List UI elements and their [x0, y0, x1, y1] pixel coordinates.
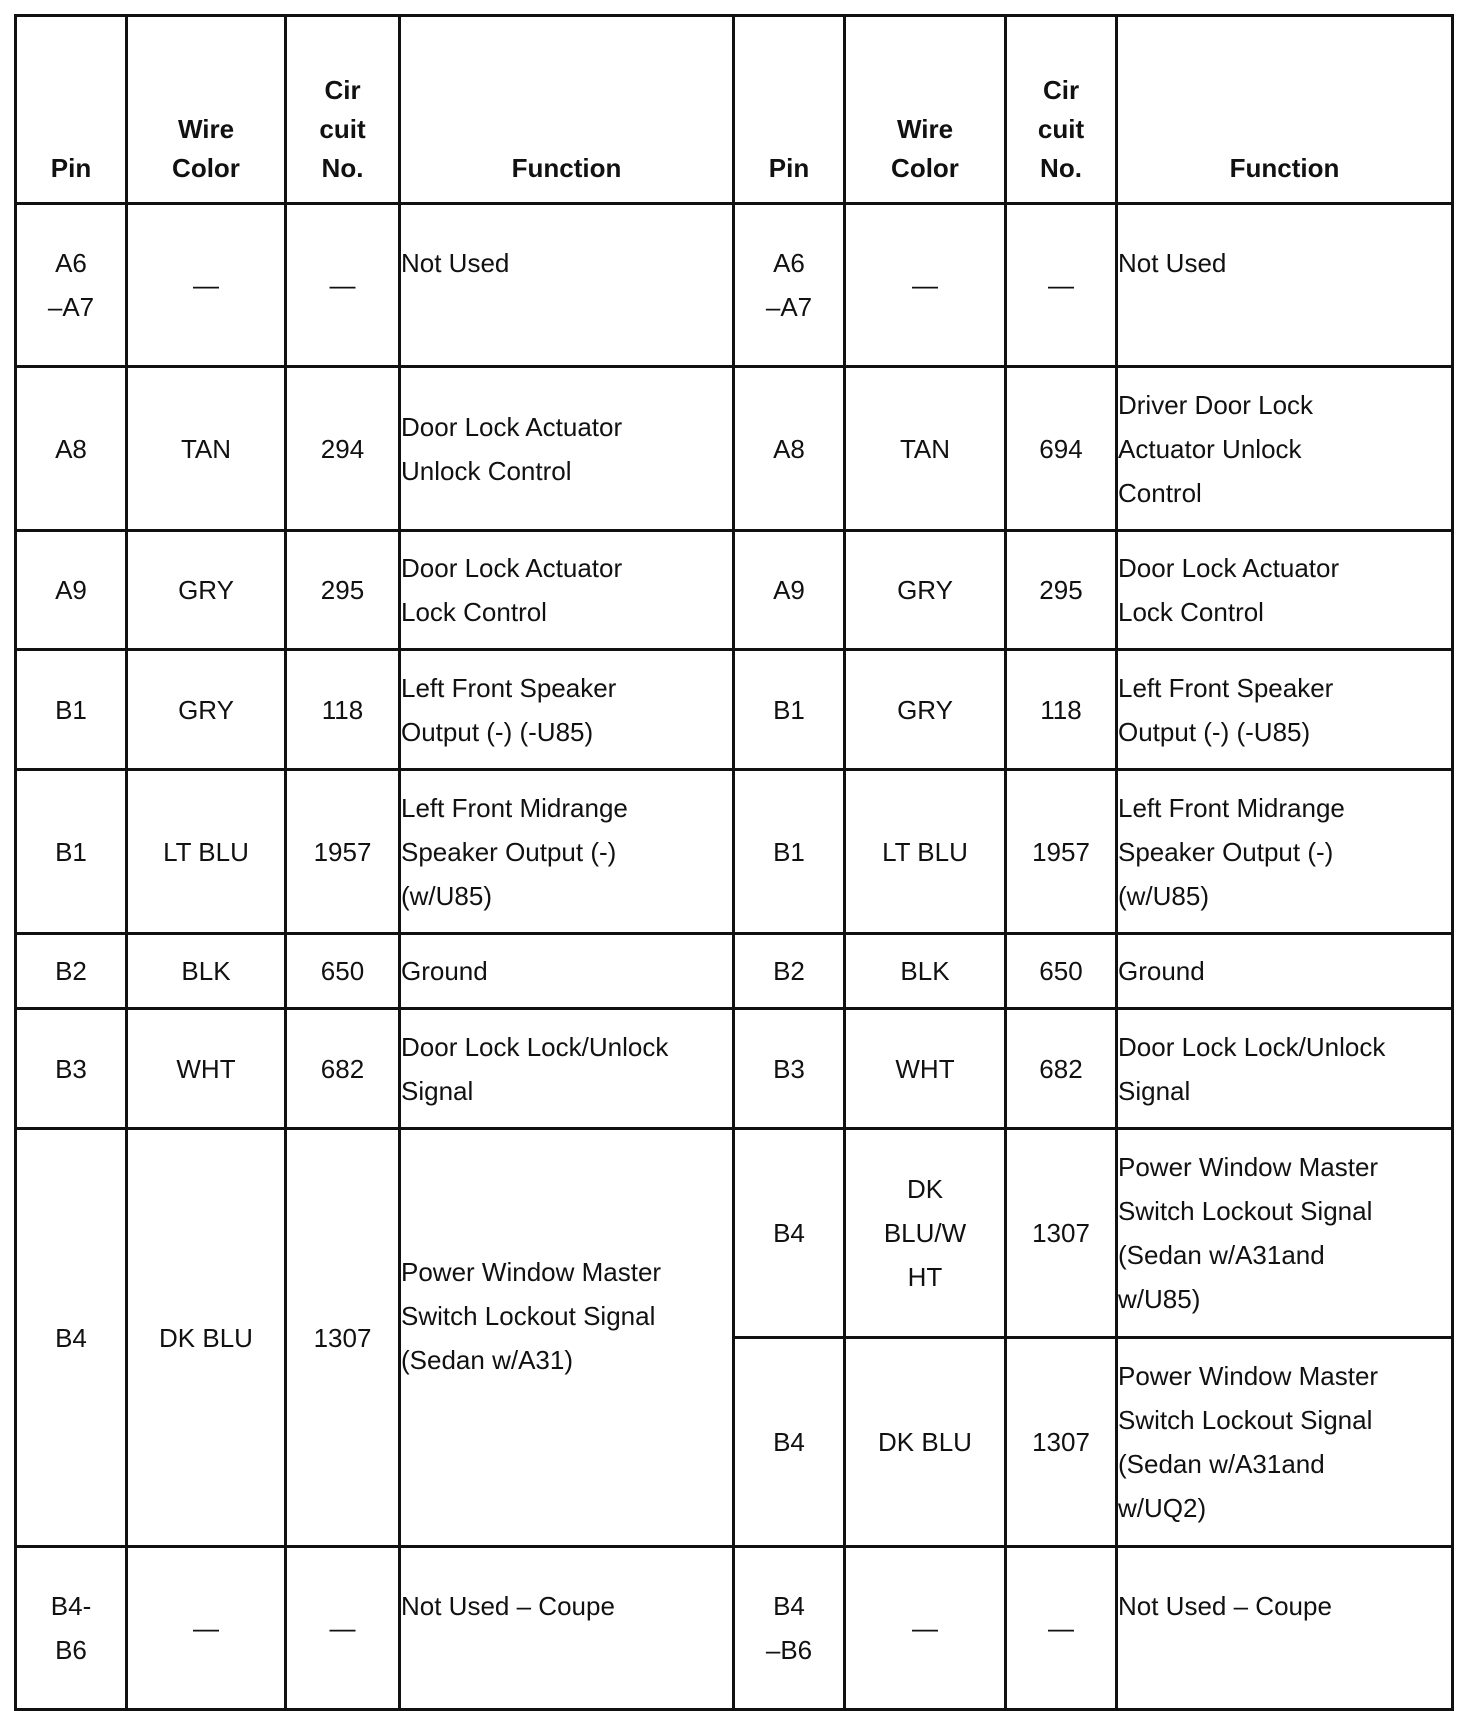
header-pin: Pin [16, 16, 127, 204]
table-row [16, 1547, 1453, 1710]
pin-cell: B4 [734, 1129, 845, 1338]
table-row [16, 531, 1453, 650]
function-cell: Door Lock Lock/Unlock Signal [1117, 1009, 1453, 1129]
function-cell: Not Used – Coupe [400, 1547, 734, 1710]
circuit-cell: 1307 [1006, 1338, 1117, 1547]
wire-color-cell: GRY [127, 650, 286, 770]
wire-color-cell: LT BLU [845, 770, 1006, 934]
wire-color-cell: TAN [845, 367, 1006, 531]
header-pin: Pin [734, 16, 845, 204]
function-cell: Left Front Midrange Speaker Output (-) (w/U85) [1117, 770, 1453, 934]
table-row [16, 1009, 1453, 1129]
circuit-cell: — [1006, 204, 1117, 367]
circuit-cell: 650 [1006, 934, 1117, 1009]
wire-color-cell: DK BLU/W HT [845, 1129, 1006, 1338]
function-cell: Door Lock Lock/Unlock Signal [400, 1009, 734, 1129]
wire-color-cell: — [127, 1547, 286, 1710]
function-cell: Left Front Midrange Speaker Output (-) (w/U85) [400, 770, 734, 934]
pin-cell: A6 –A7 [16, 204, 127, 367]
circuit-cell: 1957 [1006, 770, 1117, 934]
pin-cell: B2 [734, 934, 845, 1009]
header-circuit-no: Cir cuit No. [286, 16, 400, 204]
circuit-cell: 118 [286, 650, 400, 770]
pin-cell: B1 [734, 770, 845, 934]
function-cell: Door Lock Actuator Lock Control [400, 531, 734, 650]
pin-cell: B1 [16, 650, 127, 770]
wire-color-cell: TAN [127, 367, 286, 531]
circuit-cell: 294 [286, 367, 400, 531]
connector-pinout-table [14, 14, 1454, 1711]
pin-cell: A6 –A7 [734, 204, 845, 367]
function-cell: Door Lock Actuator Lock Control [1117, 531, 1453, 650]
circuit-cell: 118 [1006, 650, 1117, 770]
pin-cell: A9 [734, 531, 845, 650]
wire-color-cell: GRY [845, 531, 1006, 650]
pin-cell: B1 [734, 650, 845, 770]
function-cell: Power Window Master Switch Lockout Signal (Sedan w/A31and w/UQ2) [1117, 1338, 1453, 1547]
circuit-cell: 1307 [286, 1129, 400, 1547]
circuit-cell: 650 [286, 934, 400, 1009]
pin-cell: B2 [16, 934, 127, 1009]
table-row [16, 770, 1453, 934]
wire-color-cell: BLK [845, 934, 1006, 1009]
header-circuit-no: Cir cuit No. [1006, 16, 1117, 204]
function-cell: Door Lock Actuator Unlock Control [400, 367, 734, 531]
table-row [16, 934, 1453, 1009]
pin-cell: A9 [16, 531, 127, 650]
function-cell: Power Window Master Switch Lockout Signal (Sedan w/A31and w/U85) [1117, 1129, 1453, 1338]
table-row [16, 1129, 1453, 1338]
circuit-cell: — [286, 204, 400, 367]
header-function: Function [1117, 16, 1453, 204]
pin-cell: B3 [734, 1009, 845, 1129]
pin-cell: B4 [16, 1129, 127, 1547]
circuit-cell: 295 [286, 531, 400, 650]
circuit-cell: — [1006, 1547, 1117, 1710]
circuit-cell: 694 [1006, 367, 1117, 531]
pin-cell: B4 –B6 [734, 1547, 845, 1710]
circuit-cell: 682 [286, 1009, 400, 1129]
circuit-cell: — [286, 1547, 400, 1710]
pin-cell: B4 [734, 1338, 845, 1547]
header-wire-color: Wire Color [127, 16, 286, 204]
function-cell: Not Used – Coupe [1117, 1547, 1453, 1710]
function-cell: Power Window Master Switch Lockout Signal (Sedan w/A31) [400, 1129, 734, 1547]
pin-cell: B4- B6 [16, 1547, 127, 1710]
circuit-cell: 1307 [1006, 1129, 1117, 1338]
function-cell: Not Used [400, 204, 734, 367]
function-cell: Ground [400, 934, 734, 1009]
wire-color-cell: GRY [845, 650, 1006, 770]
circuit-cell: 295 [1006, 531, 1117, 650]
wire-color-cell: WHT [127, 1009, 286, 1129]
pinout-table-container [14, 14, 1454, 1711]
wire-color-cell: — [845, 1547, 1006, 1710]
header-function: Function [400, 16, 734, 204]
function-cell: Driver Door Lock Actuator Unlock Control [1117, 367, 1453, 531]
header-wire-color: Wire Color [845, 16, 1006, 204]
wire-color-cell: WHT [845, 1009, 1006, 1129]
table-row [16, 204, 1453, 367]
wire-color-cell: GRY [127, 531, 286, 650]
table-row [16, 367, 1453, 531]
wire-color-cell: — [845, 204, 1006, 367]
wire-color-cell: DK BLU [127, 1129, 286, 1547]
wire-color-cell: DK BLU [845, 1338, 1006, 1547]
function-cell: Not Used [1117, 204, 1453, 367]
wire-color-cell: BLK [127, 934, 286, 1009]
pin-cell: A8 [734, 367, 845, 531]
function-cell: Ground [1117, 934, 1453, 1009]
function-cell: Left Front Speaker Output (-) (-U85) [400, 650, 734, 770]
circuit-cell: 1957 [286, 770, 400, 934]
header-row [16, 16, 1453, 204]
circuit-cell: 682 [1006, 1009, 1117, 1129]
wire-color-cell: — [127, 204, 286, 367]
table-row [16, 650, 1453, 770]
pin-cell: A8 [16, 367, 127, 531]
function-cell: Left Front Speaker Output (-) (-U85) [1117, 650, 1453, 770]
pin-cell: B1 [16, 770, 127, 934]
wire-color-cell: LT BLU [127, 770, 286, 934]
pin-cell: B3 [16, 1009, 127, 1129]
